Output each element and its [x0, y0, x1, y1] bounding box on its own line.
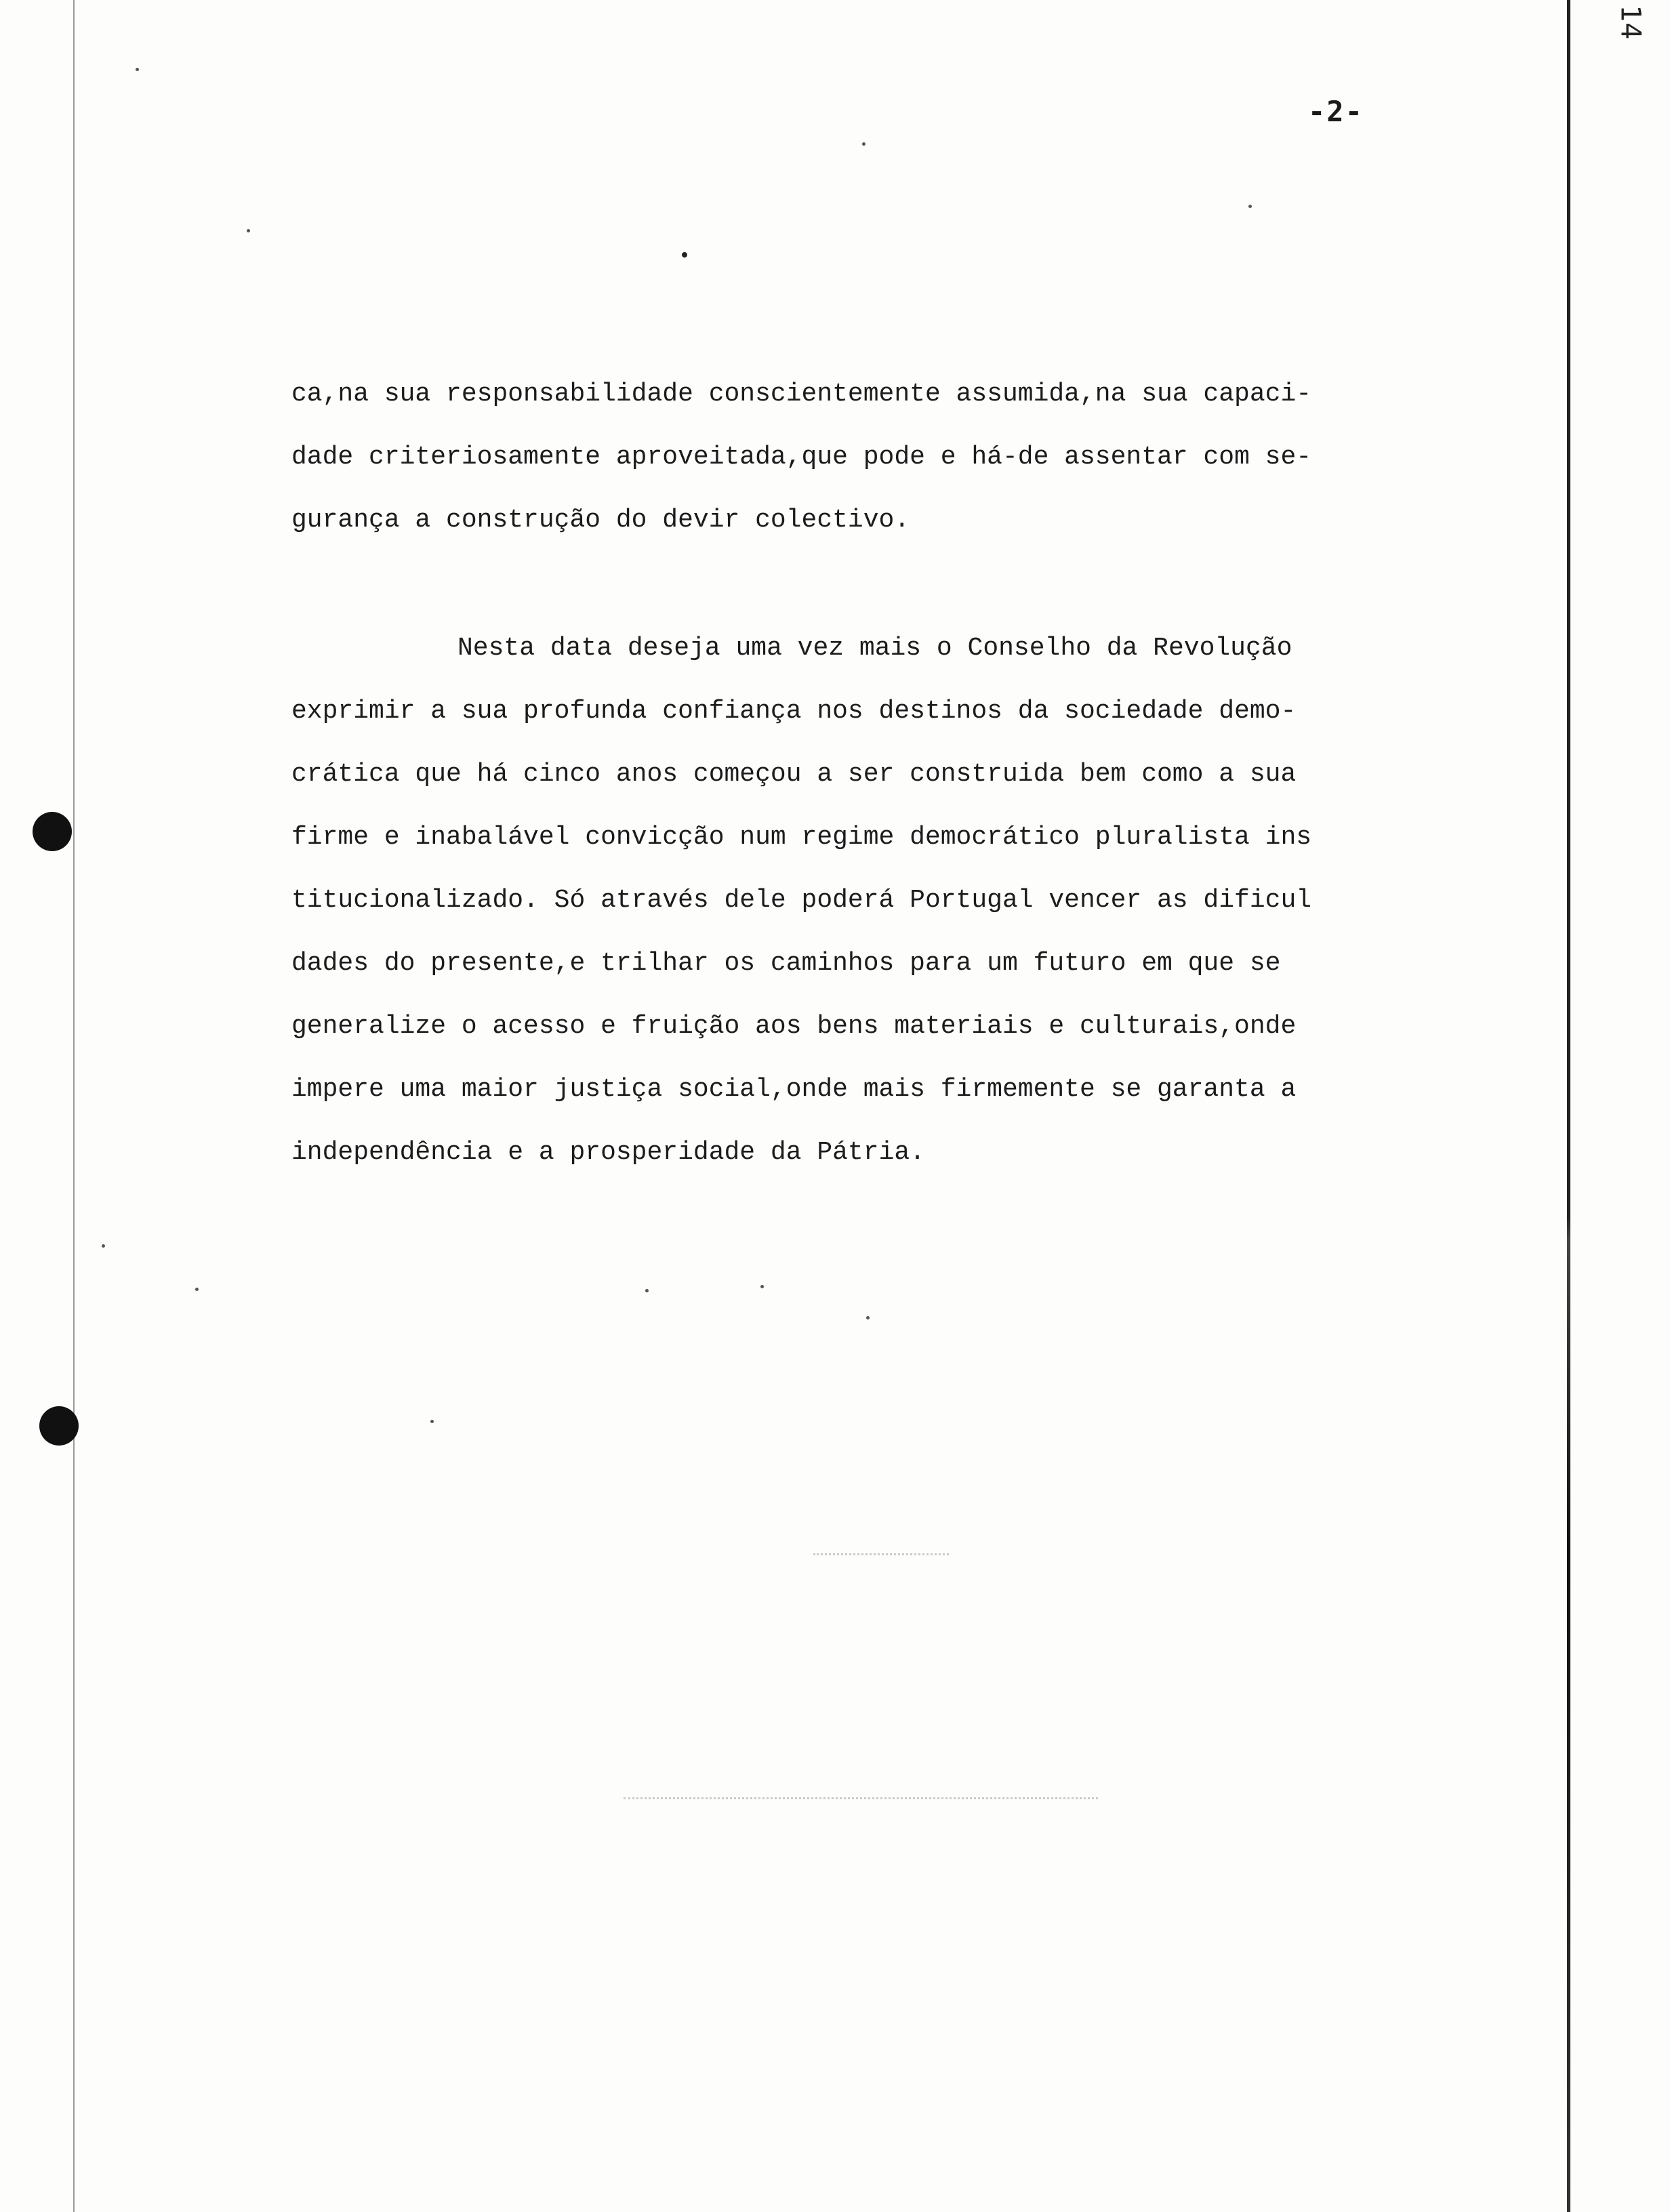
corner-archive-mark: 14: [1614, 5, 1646, 40]
text-line: crática que há cinco anos começou a ser construida bem como a sua: [291, 760, 1297, 789]
punch-hole-top: [33, 812, 72, 851]
text-line: exprimir a sua profunda confiança nos destinos da sociedade demo-: [291, 697, 1297, 726]
text-line: titucionalizado. Só através dele poderá Portugal vencer as dificul: [291, 886, 1312, 915]
text-line: dades do presente,e trilhar os caminhos para um futuro em que se: [291, 949, 1281, 978]
ink-speck: [430, 1420, 434, 1423]
faded-mark: [813, 1553, 949, 1562]
text-line: ca,na sua responsabilidade conscientemente assumida,na sua capaci-: [291, 380, 1312, 409]
ink-speck: [247, 229, 250, 232]
text-line: firme e inabalável convicção num regime democrático pluralista ins: [291, 823, 1312, 852]
ink-speck: [102, 1244, 105, 1248]
left-margin-rule: [73, 0, 75, 2212]
text-line: generalize o acesso e fruição aos bens materiais e culturais,onde: [291, 1012, 1297, 1041]
paragraph-2: [291, 617, 1403, 1184]
ink-speck: [1248, 205, 1252, 208]
page-number: -2-: [1308, 95, 1364, 128]
faded-signature-trace: [624, 1797, 1098, 1806]
ink-speck: [682, 252, 687, 258]
ink-speck: [760, 1285, 764, 1288]
text-line: dade criteriosamente aproveitada,que pode e há-de assentar com se-: [291, 443, 1312, 472]
ink-speck: [645, 1289, 649, 1292]
ink-speck: [195, 1288, 199, 1291]
ink-speck: [136, 68, 139, 71]
text-line: independência e a prosperidade da Pátria.: [291, 1138, 925, 1167]
paragraph-1: [291, 363, 1403, 552]
ink-speck: [862, 142, 865, 146]
ink-speck: [866, 1316, 870, 1319]
text-line: Nesta data deseja uma vez mais o Conselho da Revolução: [457, 634, 1292, 663]
punch-hole-bottom: [39, 1406, 79, 1446]
right-edge-rule: [1567, 0, 1570, 2212]
text-line: gurança a construção do devir colectivo.: [291, 506, 910, 535]
text-line: impere uma maior justiça social,onde mais firmemente se garanta a: [291, 1075, 1297, 1104]
